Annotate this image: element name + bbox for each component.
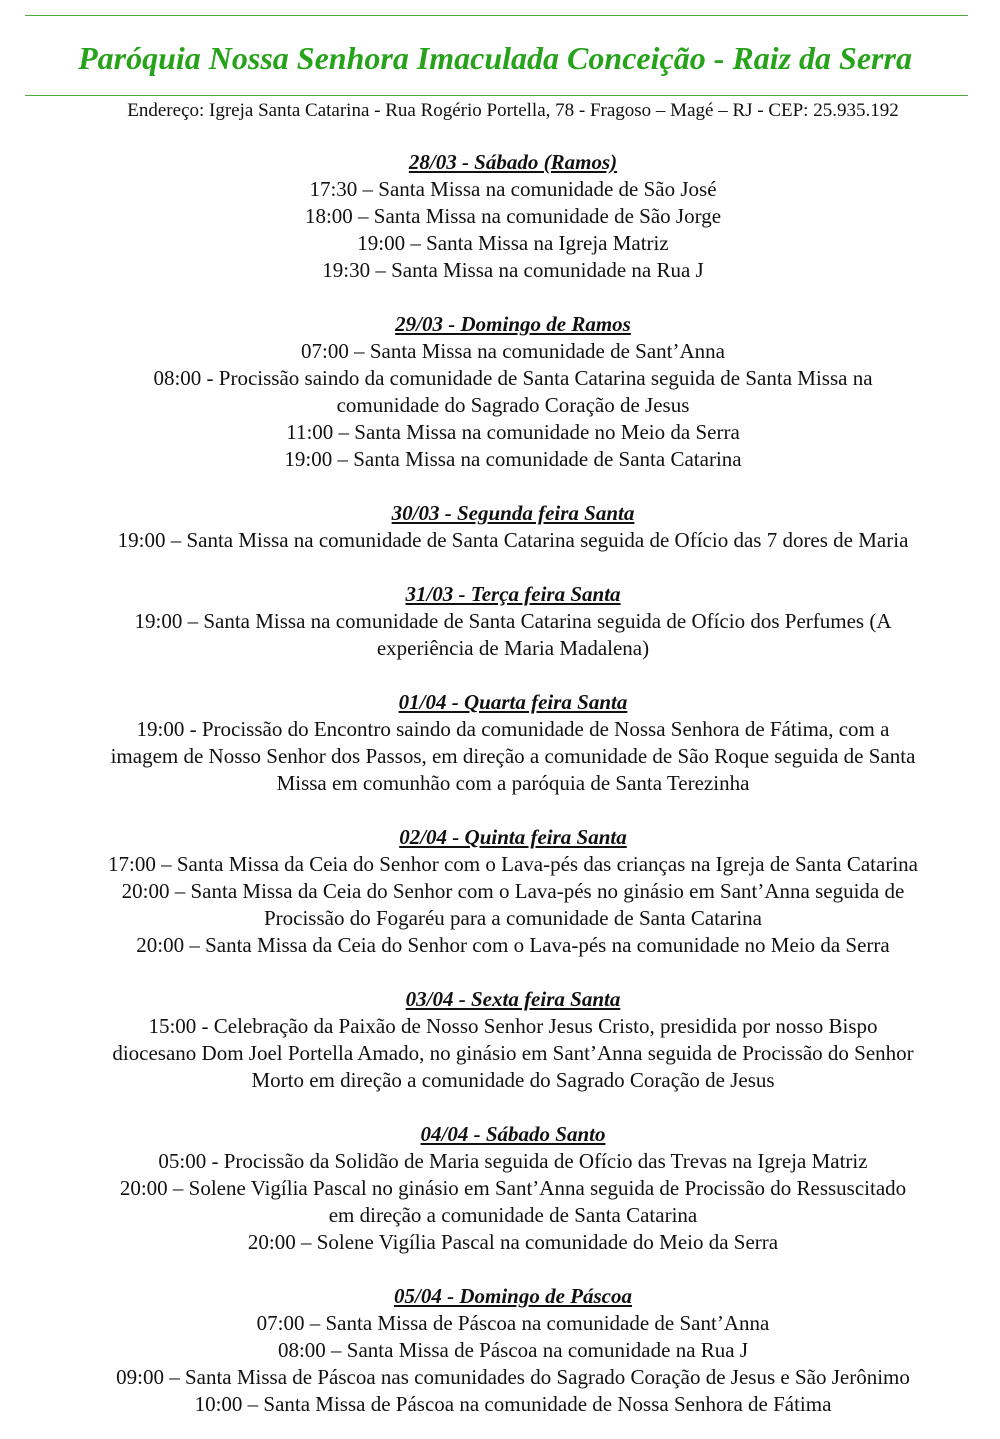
schedule-section xyxy=(0,149,1000,284)
schedule-line: experiência de Maria Madalena) xyxy=(376,636,650,660)
section-heading: 30/03 - Segunda feira Santa xyxy=(391,501,635,525)
schedule-line: 08:00 - Procissão saindo da comunidade de Santa Catarina seguida de Santa Missa na xyxy=(153,366,873,390)
schedule-section xyxy=(0,824,1000,959)
schedule-line: imagem de Nosso Senhor dos Passos, em direção a comunidade de São Roque seguida de Santa xyxy=(110,744,916,768)
schedule-line: 19:00 – Santa Missa na Igreja Matriz xyxy=(357,231,669,255)
schedule-section xyxy=(0,1283,1000,1418)
schedule-section xyxy=(0,581,1000,662)
schedule-line: Procissão do Fogaréu para a comunidade de Santa Catarina xyxy=(263,906,762,930)
section-heading: 03/04 - Sexta feira Santa xyxy=(405,987,621,1011)
schedule-line: 07:00 – Santa Missa na comunidade de Sant’Anna xyxy=(301,339,725,363)
schedule-line: comunidade do Sagrado Coração de Jesus xyxy=(336,393,690,417)
schedule-line: 17:30 – Santa Missa na comunidade de São José xyxy=(309,177,717,201)
schedule-line: 19:00 – Santa Missa na comunidade de Santa Catarina seguida de Ofício das 7 dores de Maria xyxy=(117,528,909,552)
schedule-line: 05:00 - Procissão da Solidão de Maria seguida de Ofício das Trevas na Igreja Matriz xyxy=(158,1149,868,1173)
section-heading: 05/04 - Domingo de Páscoa xyxy=(394,1284,632,1308)
schedule-line: diocesano Dom Joel Portella Amado, no ginásio em Sant’Anna seguida de Procissão do Senhor xyxy=(112,1041,914,1065)
schedule-section xyxy=(0,1121,1000,1256)
section-heading: 01/04 - Quarta feira Santa xyxy=(398,690,628,714)
page-title: Paróquia Nossa Senhora Imaculada Conceição - Raiz da Serra xyxy=(78,40,912,76)
bottom-divider xyxy=(25,95,968,96)
address-line: Endereço: Igreja Santa Catarina - Rua Rogério Portella, 78 - Fragoso – Magé – RJ - CEP: 25.935.192 xyxy=(127,100,899,121)
section-heading: 04/04 - Sábado Santo xyxy=(420,1122,606,1146)
schedule-line: Missa em comunhão com a paróquia de Santa Terezinha xyxy=(276,771,750,795)
top-divider xyxy=(25,15,968,16)
schedule-line: 08:00 – Santa Missa de Páscoa na comunidade na Rua J xyxy=(277,1338,749,1362)
schedule-section xyxy=(0,500,1000,554)
section-heading: 28/03 - Sábado (Ramos) xyxy=(408,150,618,174)
schedule-line: 10:00 – Santa Missa de Páscoa na comunidade de Nossa Senhora de Fátima xyxy=(194,1392,832,1416)
section-heading: 29/03 - Domingo de Ramos xyxy=(395,312,631,336)
schedule-line: Morto em direção a comunidade do Sagrado Coração de Jesus xyxy=(251,1068,775,1092)
schedule-section xyxy=(0,311,1000,473)
schedule-line: 15:00 - Celebração da Paixão de Nosso Senhor Jesus Cristo, presidida por nosso Bispo xyxy=(148,1014,878,1038)
schedule-line: em direção a comunidade de Santa Catarina xyxy=(328,1203,698,1227)
schedule-line: 20:00 – Santa Missa da Ceia do Senhor com o Lava-pés no ginásio em Sant’Anna seguida de xyxy=(121,879,905,903)
schedule-line: 18:00 – Santa Missa na comunidade de São Jorge xyxy=(304,204,722,228)
schedule-line: 17:00 – Santa Missa da Ceia do Senhor com o Lava-pés das crianças na Igreja de Santa Catarina xyxy=(108,852,918,876)
schedule-line: 19:00 – Santa Missa na comunidade de Santa Catarina xyxy=(284,447,742,471)
schedule-line: 11:00 – Santa Missa na comunidade no Meio da Serra xyxy=(286,420,740,444)
schedule-line: 20:00 – Santa Missa da Ceia do Senhor com o Lava-pés na comunidade no Meio da Serra xyxy=(136,933,890,957)
section-heading: 31/03 - Terça feira Santa xyxy=(405,582,621,606)
schedule-section xyxy=(0,986,1000,1094)
section-heading: 02/04 - Quinta feira Santa xyxy=(399,825,627,849)
schedule-line: 20:00 – Solene Vigília Pascal no ginásio em Sant’Anna seguida de Procissão do Ressuscitado xyxy=(119,1176,907,1200)
schedule-line: 19:00 – Santa Missa na comunidade de Santa Catarina seguida de Ofício dos Perfumes (A xyxy=(134,609,892,633)
schedule-line: 09:00 – Santa Missa de Páscoa nas comunidades do Sagrado Coração de Jesus e São Jerônimo xyxy=(116,1365,910,1389)
schedule-line: 19:00 - Procissão do Encontro saindo da comunidade de Nossa Senhora de Fátima, com a xyxy=(136,717,890,741)
schedule-line: 19:30 – Santa Missa na comunidade na Rua J xyxy=(322,258,704,282)
schedule-list xyxy=(0,149,1000,1418)
schedule-line: 20:00 – Solene Vigília Pascal na comunidade do Meio da Serra xyxy=(247,1230,779,1254)
schedule-section xyxy=(0,689,1000,797)
schedule-line: 07:00 – Santa Missa de Páscoa na comunidade de Sant’Anna xyxy=(256,1311,770,1335)
